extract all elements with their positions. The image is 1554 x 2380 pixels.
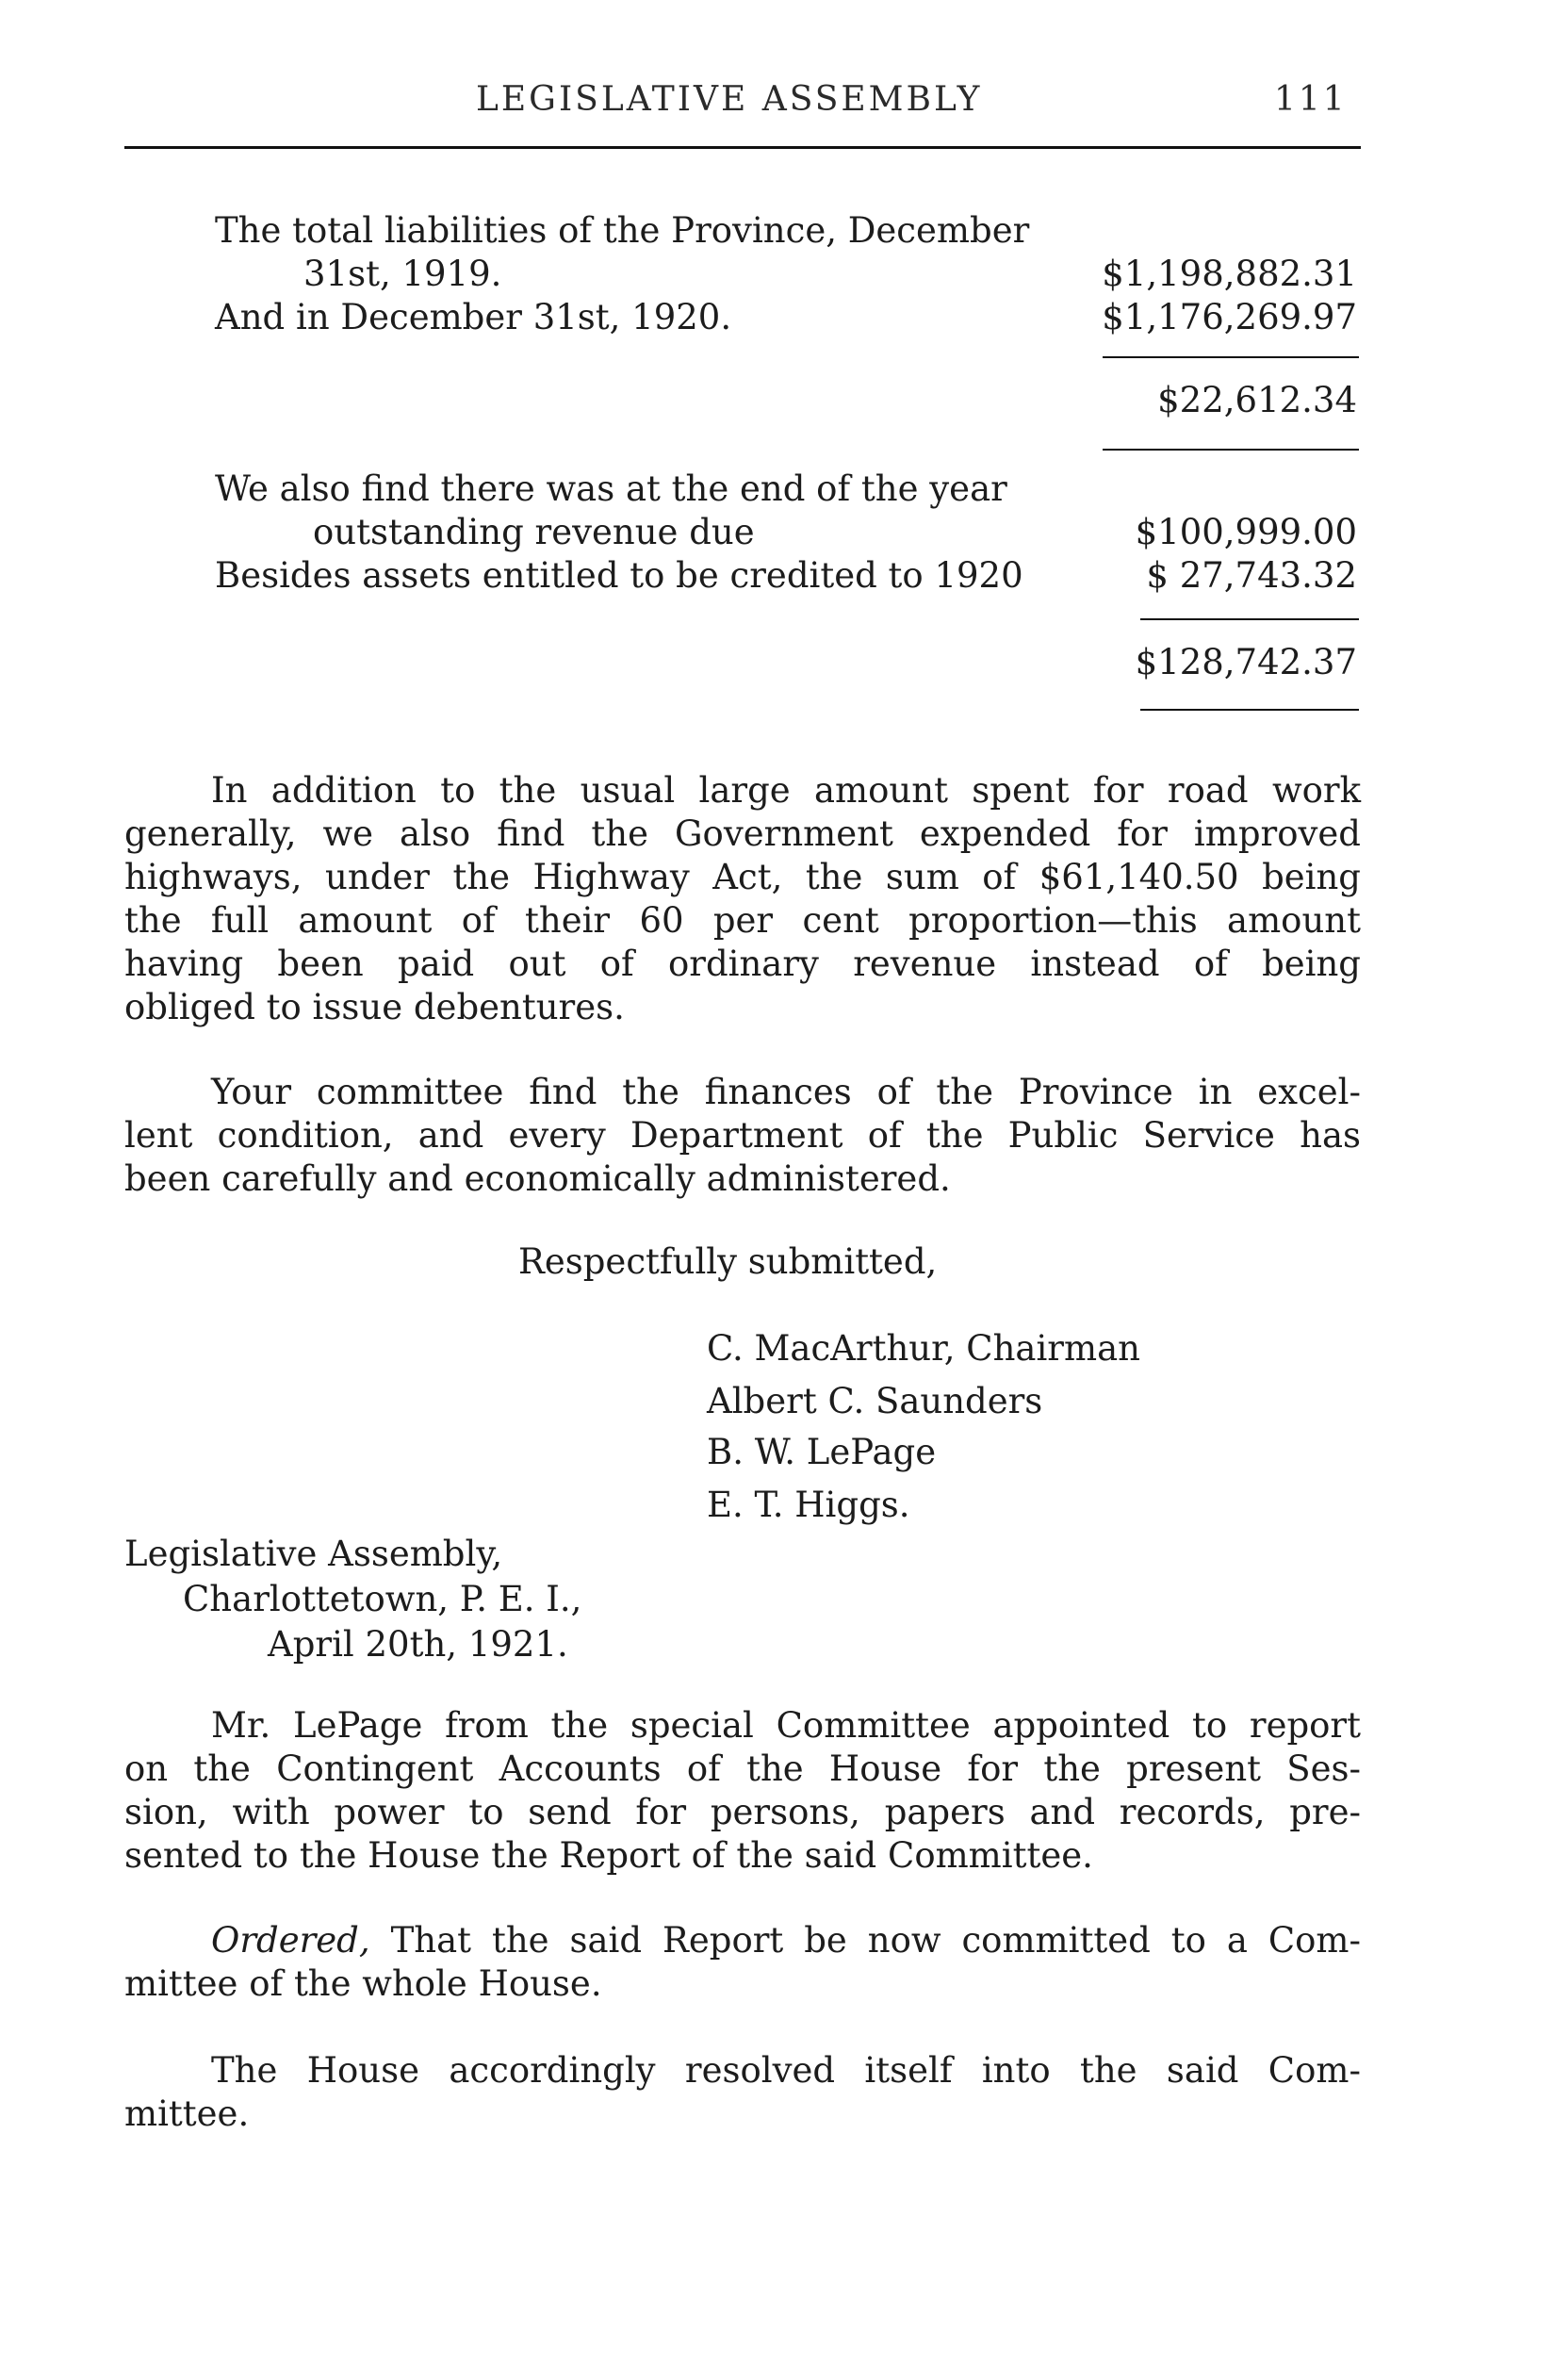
revenue-line-3: Besides assets entitled to be credited to 1920 (215, 555, 1023, 596)
ordered-italic: Ordered, (211, 1920, 370, 1961)
header-rule (124, 146, 1361, 149)
place-line: Legislative Assembly, (124, 1534, 503, 1574)
liabilities-line-1: The total liabilities of the Province, December (215, 210, 1030, 251)
assets-amount: $ 27,743.32 (1146, 555, 1357, 596)
paragraph-line: obliged to issue debentures. (124, 987, 625, 1027)
paragraph-line: generally, we also find the Government expended for improved (124, 813, 1361, 854)
signatory: C. MacArthur, Chairman (707, 1328, 1140, 1369)
signatory: B. W. LePage (707, 1432, 937, 1472)
sum-rule (1103, 449, 1359, 451)
paragraph-line: been carefully and economically administered. (124, 1158, 951, 1199)
paragraph-line: Mr. LePage from the special Committee appointed to report (211, 1705, 1361, 1746)
signatory: Albert C. Saunders (707, 1381, 1043, 1421)
revenue-line-2: outstanding revenue due (313, 512, 755, 552)
date-line: April 20th, 1921. (268, 1624, 568, 1665)
paragraph-line: sion, with power to send for persons, papers and records, pre- (124, 1792, 1361, 1832)
liabilities-line-2: 31st, 1919. (303, 254, 502, 294)
liabilities-line-3: And in December 31st, 1920. (215, 297, 732, 337)
sum-rule (1140, 709, 1359, 711)
paragraph-line: sented to the House the Report of the said Committee. (124, 1835, 1093, 1876)
revenue-line-1: We also find there was at the end of the year (215, 468, 1007, 509)
sum-rule (1140, 618, 1359, 620)
paragraph-road-work (124, 769, 1361, 1029)
liabilities-1919-amount: $1,198,882.31 (1102, 254, 1357, 294)
paragraph-line: highways, under the Highway Act, the sum of $61,140.50 being (124, 857, 1361, 897)
paragraph-resolved (124, 2049, 1361, 2136)
signatory: E. T. Higgs. (707, 1485, 910, 1525)
paragraph-line: Your committee find the finances of the Province in excel- (211, 1072, 1361, 1112)
paragraph-line: In addition to the usual large amount spent for road work (211, 770, 1361, 811)
paragraph-line: on the Contingent Accounts of the House for the present Ses- (124, 1748, 1361, 1789)
revenue-total: $128,742.37 (1135, 642, 1357, 682)
paragraph-ordered (124, 1919, 1361, 2006)
liabilities-difference: $22,612.34 (1157, 380, 1357, 420)
paragraph-line: The House accordingly resolved itself into the said Com- (211, 2050, 1361, 2091)
outstanding-revenue-amount: $100,999.00 (1135, 512, 1357, 552)
closing-line: Respectfully submitted, (518, 1241, 938, 1282)
paragraph-line: lent condition, and every Department of the Public Service has (124, 1115, 1361, 1156)
paragraph-line: mittee of the whole House. (124, 1963, 602, 2004)
paragraph-line: having been paid out of ordinary revenue instead of being (124, 944, 1361, 984)
paragraph-line (124, 1919, 1361, 1962)
ordered-rest: That the said Report be now committed to a Com- (369, 1920, 1361, 1961)
running-header: LEGISLATIVE ASSEMBLY (476, 80, 983, 119)
sum-rule (1103, 356, 1359, 358)
paragraph-finances (124, 1071, 1361, 1201)
paragraph-contingent-accounts (124, 1704, 1361, 1878)
paragraph-line: the full amount of their 60 per cent proportion—this amount (124, 900, 1361, 941)
paragraph-line: mittee. (124, 2093, 250, 2134)
place-line: Charlottetown, P. E. I., (183, 1579, 582, 1619)
page-number: 111 (1274, 80, 1348, 119)
liabilities-1920-amount: $1,176,269.97 (1102, 297, 1357, 337)
